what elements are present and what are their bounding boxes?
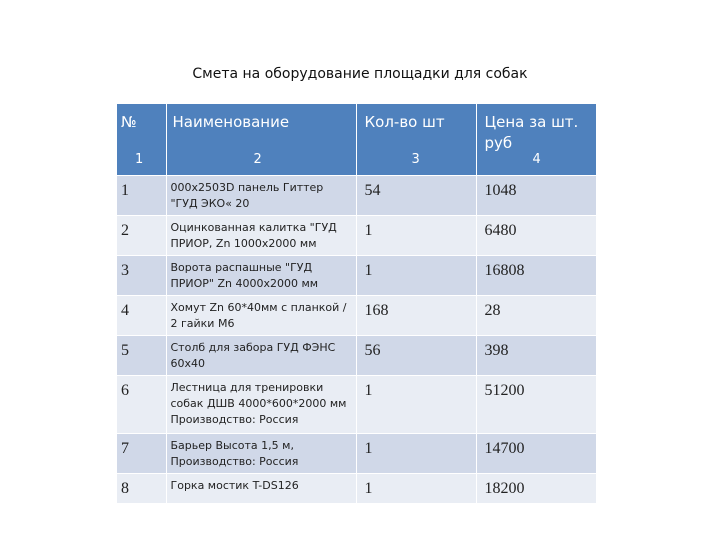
item-quantity: 1 (356, 376, 476, 434)
row-number: 7 (117, 434, 166, 474)
item-quantity: 56 (356, 336, 476, 376)
item-name: Барьер Высота 1,5 м, Производство: Россия (166, 434, 356, 474)
table-row (117, 474, 596, 504)
header-label: Кол-во шт (364, 113, 445, 131)
item-quantity: 168 (356, 296, 476, 336)
header-cell-name (166, 104, 356, 176)
item-name: Оцинкованная калитка "ГУД ПРИОР, Zn 1000х2000 мм (166, 216, 356, 256)
row-number: 4 (117, 296, 166, 336)
table-row (117, 176, 596, 216)
row-number: 3 (117, 256, 166, 296)
header-column-number: 1 (135, 152, 144, 167)
table-row (117, 376, 596, 434)
item-name: Ворота распашные "ГУД ПРИОР" Zn 4000х2000 мм (166, 256, 356, 296)
header-cell-number (117, 104, 166, 176)
row-number: 8 (117, 474, 166, 504)
header-label: Наименование (172, 113, 290, 131)
item-name: Горка мостик T-DS126 (166, 474, 356, 504)
item-quantity: 1 (356, 434, 476, 474)
item-name: Лестница для тренировки собак ДШВ 4000*600*2000 мм Производство: Россия (166, 376, 356, 434)
page-title: Смета на оборудование площадки для собак (192, 66, 528, 82)
header-label: Цена за шт. руб (484, 113, 579, 152)
header-column-number: 4 (532, 152, 541, 167)
item-name: Столб для забора ГУД ФЭНС 60х40 (166, 336, 356, 376)
item-quantity: 1 (356, 474, 476, 504)
header-label: № (121, 113, 137, 131)
header-cell-price (476, 104, 596, 176)
table-row (117, 256, 596, 296)
item-quantity: 54 (356, 176, 476, 216)
item-price: 6480 (476, 216, 596, 256)
row-number: 2 (117, 216, 166, 256)
item-price: 16808 (476, 256, 596, 296)
table-header-row (117, 104, 596, 176)
item-price: 51200 (476, 376, 596, 434)
estimate-table (117, 104, 597, 504)
row-number: 1 (117, 176, 166, 216)
table-row (117, 434, 596, 474)
table-row (117, 216, 596, 256)
item-name: Хомут Zn 60*40мм с планкой / 2 гайки М6 (166, 296, 356, 336)
item-price: 398 (476, 336, 596, 376)
row-number: 5 (117, 336, 166, 376)
item-price: 14700 (476, 434, 596, 474)
row-number: 6 (117, 376, 166, 434)
item-price: 28 (476, 296, 596, 336)
table-row (117, 336, 596, 376)
item-quantity: 1 (356, 216, 476, 256)
header-cell-quantity (356, 104, 476, 176)
header-column-number: 2 (253, 152, 262, 167)
item-name: 000х2503D панель Гиттер "ГУД ЭКО« 20 (166, 176, 356, 216)
header-column-number: 3 (411, 152, 420, 167)
table-row (117, 296, 596, 336)
item-quantity: 1 (356, 256, 476, 296)
item-price: 1048 (476, 176, 596, 216)
item-price: 18200 (476, 474, 596, 504)
